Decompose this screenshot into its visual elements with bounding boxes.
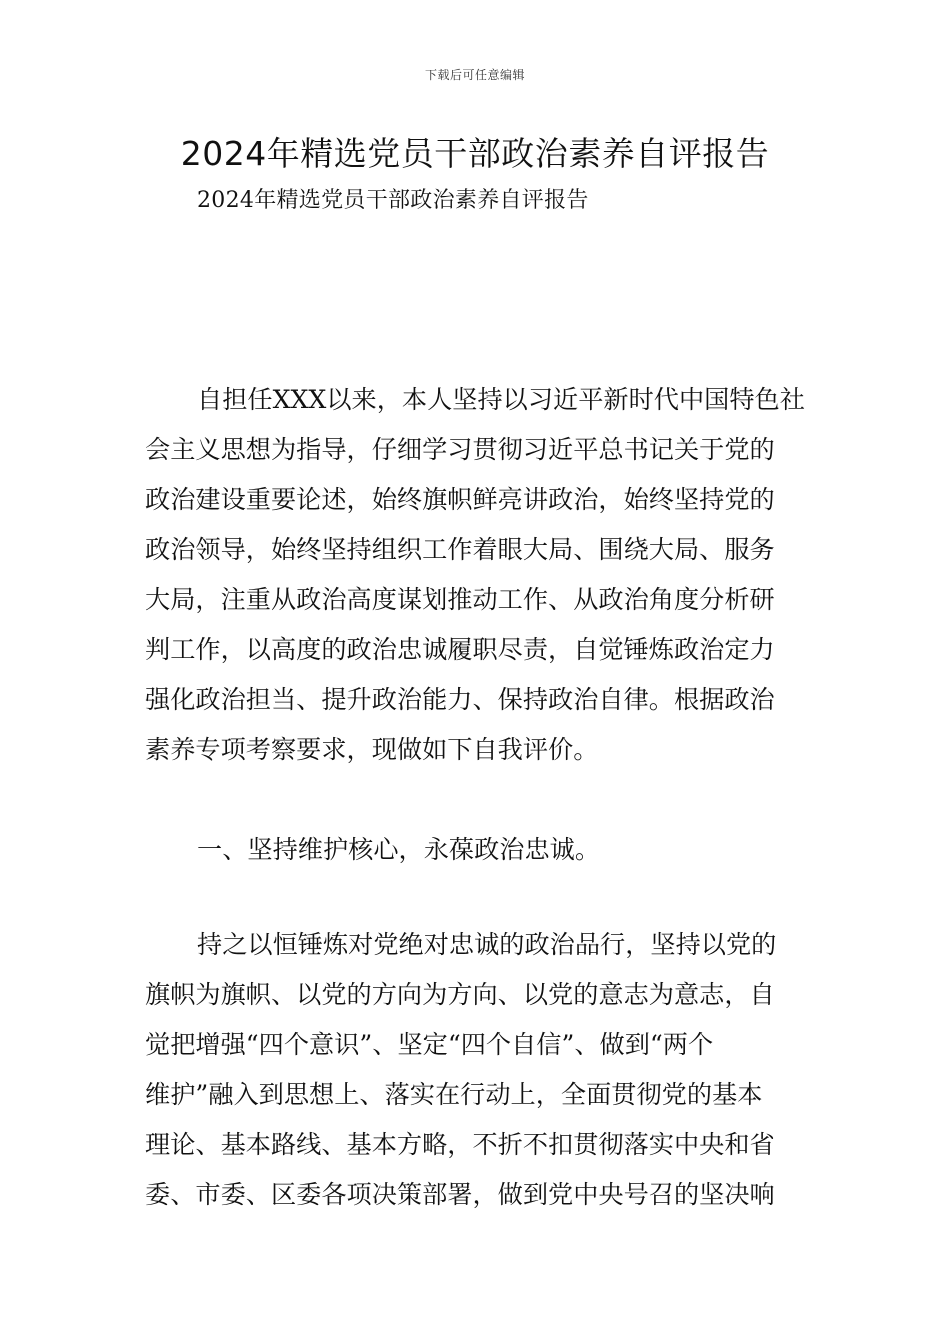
paragraph-1 (145, 375, 815, 775)
paragraph-line: 维护”融入到思想上、落实在行动上，全面贯彻党的基本 (145, 1080, 763, 1109)
paragraph-line: 大局，注重从政治高度谋划推动工作、从政治角度分析研 (145, 585, 775, 614)
section-heading: 一、坚持维护核心，永葆政治忠诚。 (197, 835, 600, 864)
paragraph-line: 政治领导，始终坚持组织工作着眼大局、围绕大局、服务 (145, 535, 775, 564)
paragraph-line: 判工作，以高度的政治忠诚履职尽责，自觉锤炼政治定力 (145, 635, 775, 664)
paragraph-line: 会主义思想为指导，仔细学习贯彻习近平总书记关于党的 (145, 435, 775, 464)
document-title: 2024年精选党员干部政治素养自评报告 (180, 134, 770, 173)
paragraph-line: 觉把增强“四个意识”、坚定“四个自信”、做到“两个 (145, 1030, 714, 1059)
paragraph-line: 委、市委、区委各项决策部署，做到党中央号召的坚决响 (145, 1180, 775, 1209)
document-subtitle: 2024年精选党员干部政治素养自评报告 (197, 188, 589, 213)
paragraph-line: 理论、基本路线、基本方略，不折不扣贯彻落实中央和省 (145, 1130, 775, 1159)
paragraph-line: 自担任XXX以来，本人坚持以习近平新时代中国特色社 (197, 385, 805, 414)
paragraph-2 (145, 920, 815, 1220)
paragraph-line: 强化政治担当、提升政治能力、保持政治自律。根据政治 (145, 685, 775, 714)
paragraph-line: 素养专项考察要求，现做如下自我评价。 (145, 735, 599, 764)
paragraph-line: 政治建设重要论述，始终旗帜鲜亮讲政治，始终坚持党的 (145, 485, 775, 514)
header-note: 下载后可任意编辑 (424, 68, 525, 82)
paragraph-line: 持之以恒锤炼对党绝对忠诚的政治品行，坚持以党的 (197, 930, 777, 959)
paragraph-line: 旗帜为旗帜、以党的方向为方向、以党的意志为意志，自 (145, 980, 775, 1009)
